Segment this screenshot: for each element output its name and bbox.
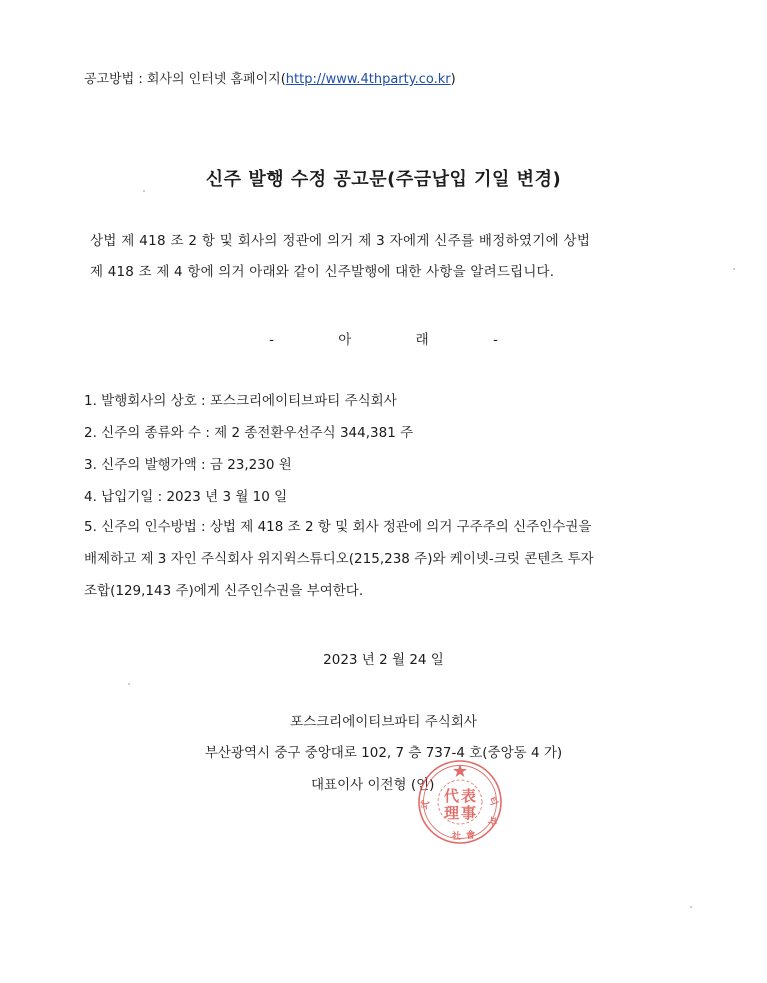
scan-speck xyxy=(128,683,130,685)
intro-paragraph-line-1: 상법 제 418 조 2 항 및 회사의 정관에 의거 제 3 자에게 신주를 배정하였기에 상법 xyxy=(90,233,591,249)
scan-speck xyxy=(690,906,692,908)
svg-text:티: 티 xyxy=(486,795,499,808)
svg-text:파: 파 xyxy=(485,815,497,826)
company-seal-icon xyxy=(414,758,506,846)
list-item-subscription-method-line-2: 배제하고 제 3 자인 주식회사 위지윅스튜디오(215,238 주)와 케이넷-크릿 콘텐츠 투자 xyxy=(84,551,594,567)
notice-method-suffix: ) xyxy=(450,72,456,87)
svg-text:事: 事 xyxy=(461,804,477,822)
list-item-subscription-method-line-3: 조합(129,143 주)에게 신주인수권을 부여한다. xyxy=(84,583,364,599)
list-item-company-name: 1. 발행회사의 상호 : 포스크리에이티브파티 주식회사 xyxy=(84,393,397,409)
svg-text:理: 理 xyxy=(444,804,460,822)
svg-text:式: 式 xyxy=(419,799,432,812)
svg-text:會: 會 xyxy=(466,831,476,841)
section-heading-below: - 아 래 - xyxy=(269,332,498,348)
signature-company-name: 포스크리에이티브파티 주식회사 xyxy=(290,714,477,730)
document-title: 신주 발행 수정 공고문(주금납입 기일 변경) xyxy=(205,169,562,190)
scan-speck xyxy=(733,268,735,270)
scan-speck xyxy=(143,190,145,192)
intro-paragraph-line-2: 제 418 조 제 4 항에 의거 아래와 같이 신주발행에 대한 사항을 알려드립니다. xyxy=(90,264,555,280)
svg-text:表: 表 xyxy=(461,787,477,805)
notice-method-line xyxy=(84,71,456,89)
svg-text:代: 代 xyxy=(444,787,460,805)
list-item-subscription-method-line-1: 5. 신주의 인수방법 : 상법 제 418 조 2 항 및 회사 정관에 의거 구주주의 신주인수권을 xyxy=(84,519,592,535)
signature-address: 부산광역시 중구 중앙대로 102, 7 층 737-4 호(중앙동 4 가) xyxy=(204,745,563,761)
homepage-link[interactable]: http://www.4thparty.co.kr xyxy=(285,72,451,87)
announcement-date: 2023 년 2 월 24 일 xyxy=(323,652,444,668)
list-item-share-type: 2. 신주의 종류와 수 : 제 2 종전환우선주식 344,381 주 xyxy=(84,425,414,441)
notice-method-label: 공고방법 : 회사의 인터넷 홈페이지( xyxy=(84,72,286,87)
svg-text:社: 社 xyxy=(452,832,462,842)
list-item-issue-price: 3. 신주의 발행가액 : 금 23,230 원 xyxy=(84,457,292,473)
list-item-payment-date: 4. 납입기일 : 2023 년 3 월 10 일 xyxy=(84,489,288,505)
signature-ceo: 대표이사 이전형 (인) xyxy=(311,777,435,793)
